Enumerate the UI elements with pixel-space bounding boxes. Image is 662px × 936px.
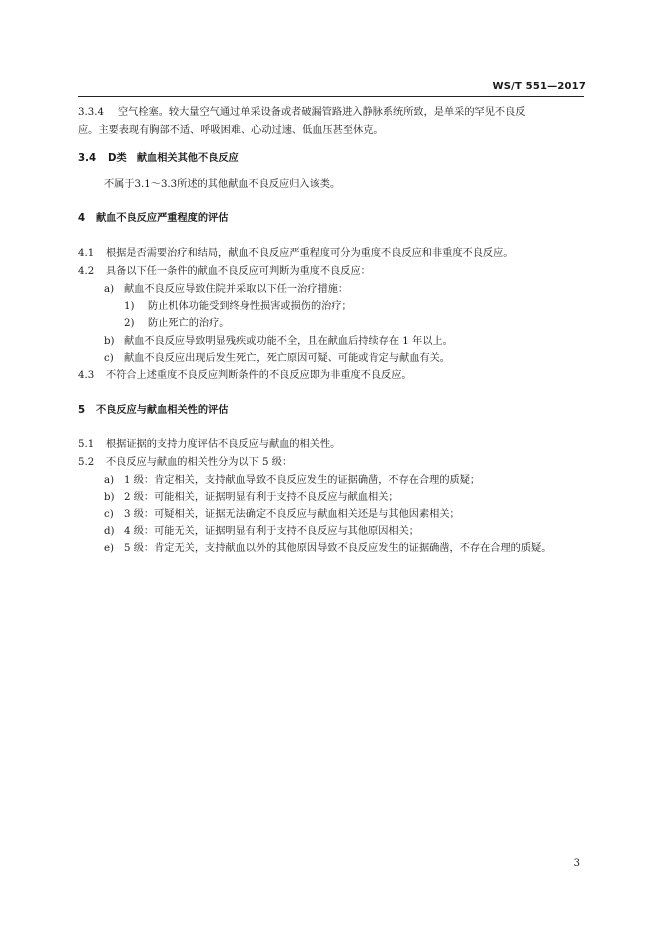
clause-text: 根据证据的支持力度评估不良反应与献血的相关性。 <box>106 439 341 450</box>
list-marker: c) <box>104 509 114 520</box>
header-rule <box>78 96 584 97</box>
list-marker: b) <box>104 492 115 503</box>
list-item-b <box>104 333 453 350</box>
clause-text-line2: 应。主要表现有胸部不适、呼吸困难、心动过速、低血压甚至休克。 <box>78 124 384 136</box>
clause-number: 5.1 <box>78 439 95 450</box>
clause-number: 3.4 <box>78 153 97 164</box>
section-number: 5 <box>78 405 86 416</box>
list-item-a <box>104 281 348 298</box>
list-text: 防止死亡的治疗。 <box>148 318 230 329</box>
list-item-c <box>104 350 450 367</box>
list-item-a <box>104 472 480 489</box>
clause-number: 3.3.4 <box>78 107 104 118</box>
clause-number: 4.1 <box>78 248 95 259</box>
list-item-d <box>104 523 419 540</box>
list-text: 防止机体功能受到终身性损害或损伤的治疗； <box>148 301 352 312</box>
clause-5-1 <box>78 436 588 454</box>
list-marker: c) <box>104 353 114 364</box>
list-marker: e) <box>104 543 115 554</box>
clause-3-3-4 <box>78 104 588 139</box>
clause-4-1 <box>78 245 588 263</box>
clause-text: 具备以下任一条件的献血不良反应可判断为重度不良反应： <box>106 266 371 277</box>
list-text: 3 级：可疑相关，证据无法确定不良反应与献血相关还是与其他因素相关； <box>124 509 460 520</box>
clause-number: 4.2 <box>78 266 95 277</box>
clause-text: 不良反应与献血的相关性分为以下 5 级： <box>106 457 293 468</box>
clause-5-2 <box>78 454 588 472</box>
list-marker: a) <box>104 284 115 295</box>
clause-4-3 <box>78 367 588 385</box>
section-4-heading <box>78 210 588 228</box>
clause-number: 5.2 <box>78 457 95 468</box>
list-text: 5 级：肯定无关，支持献血以外的其他原因导致不良反应发生的证据确凿，不存在合理的质疑。 <box>124 543 552 554</box>
list-text: 献血不良反应出现后发生死亡，死亡原因可疑、可能或肯定与献血有关。 <box>124 353 450 364</box>
section-5-heading <box>78 402 588 420</box>
clause-4-2 <box>78 263 588 281</box>
standard-code: WS/T 551—2017 <box>492 81 586 92</box>
list-item-c <box>104 506 460 523</box>
list-marker: b) <box>104 336 115 347</box>
list-text: 1 级：肯定相关，支持献血导致不良反应发生的证据确凿，不存在合理的质疑； <box>124 475 481 486</box>
list-item-a-2 <box>124 315 230 332</box>
clause-number: 4.3 <box>78 370 95 381</box>
clause-title: D类 献血相关其他不良反应 <box>108 153 239 164</box>
list-text: 献血不良反应导致住院并采取以下任一治疗措施： <box>124 284 349 295</box>
clause-3-4-body: 不属于3.1～3.3所述的其他献血不良反应归入该类。 <box>104 179 341 190</box>
clause-text: 不符合上述重度不良反应判断条件的不良反应即为非重度不良反应。 <box>106 370 412 381</box>
section-title: 不良反应与献血相关性的评估 <box>96 405 229 416</box>
clause-3-4-heading <box>78 150 588 168</box>
list-item-a-1 <box>124 298 352 315</box>
list-marker: 2) <box>124 318 135 329</box>
page-number: 3 <box>573 858 580 869</box>
list-marker: a) <box>104 475 115 486</box>
clause-text-line1: 空气栓塞。较大量空气通过单采设备或者破漏管路进入静脉系统所致，是单采的罕见不良反 <box>118 107 526 118</box>
list-item-b <box>104 489 399 506</box>
list-text: 4 级：可能无关，证据明显有利于支持不良反应与其他原因相关； <box>124 526 419 537</box>
list-text: 2 级：可能相关，证据明显有利于支持不良反应与献血相关； <box>124 492 399 503</box>
clause-text: 根据是否需要治疗和结局，献血不良反应严重程度可分为重度不良反应和非重度不良反应。 <box>106 248 514 259</box>
section-number: 4 <box>78 213 86 224</box>
list-marker: d) <box>104 526 115 537</box>
list-item-e <box>104 540 551 557</box>
list-marker: 1) <box>124 301 135 312</box>
section-title: 献血不良反应严重程度的评估 <box>96 213 229 224</box>
list-text: 献血不良反应导致明显残疾或功能不全，且在献血后持续存在 1 年以上。 <box>124 336 453 347</box>
